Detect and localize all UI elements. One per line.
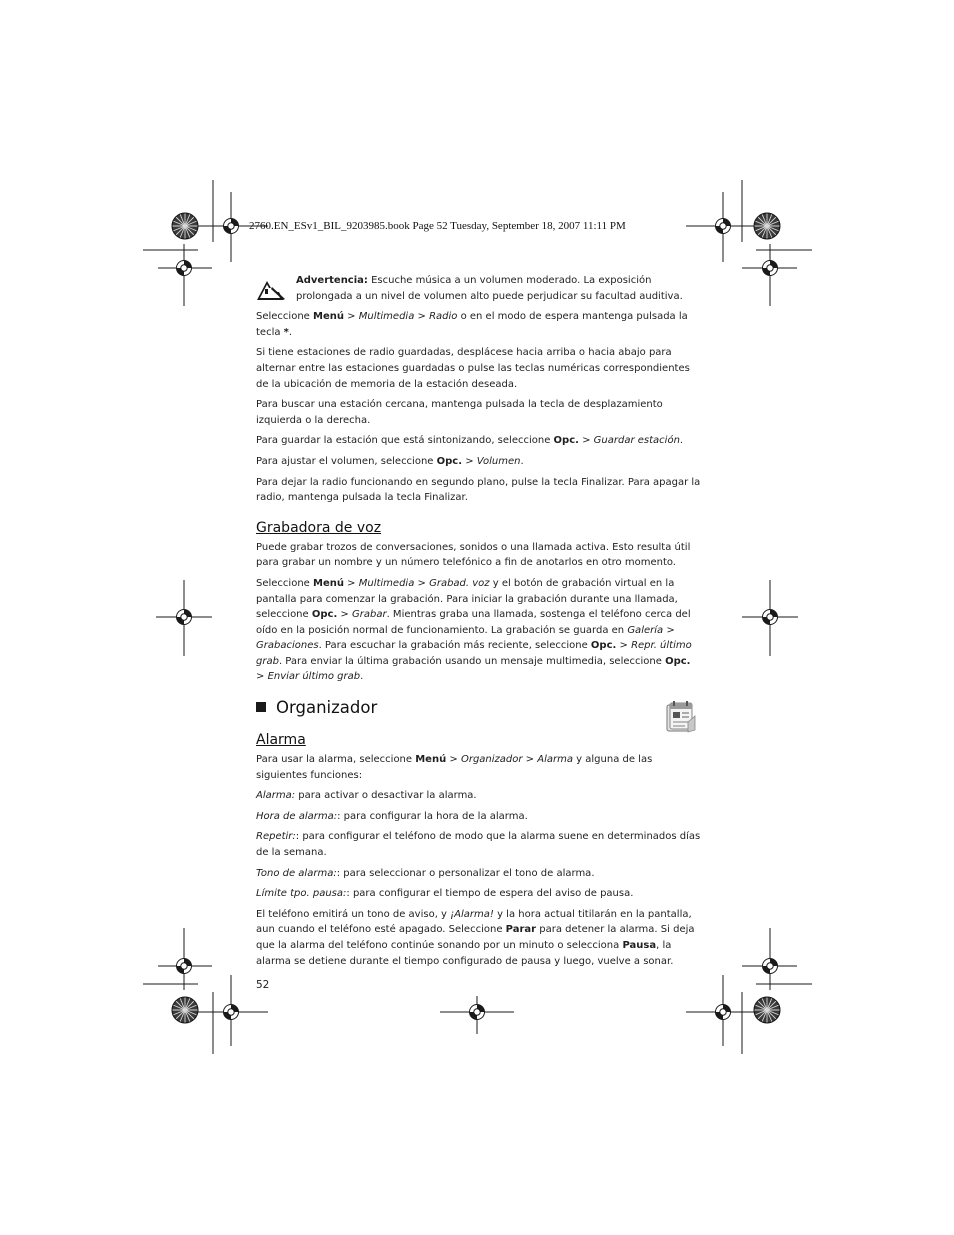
registration-mark-left-lower bbox=[177, 959, 192, 974]
warning-triangle-icon bbox=[256, 279, 286, 301]
starburst-target-bottom-left bbox=[172, 997, 198, 1023]
radio-paragraph-4: Para guardar la estación que está sintonizando, seleccione Opc. > Guardar estación. bbox=[256, 435, 684, 447]
registration-mark-bottom-center bbox=[470, 1005, 485, 1020]
page-number: 52 bbox=[256, 979, 270, 992]
alarm-paragraph-final: El teléfono emitirá un tono de aviso, y ¡Alarma! y la hora actual titilarán en la pantalla, aun cuando el teléfono esté apagado. Seleccione Parar para detener la alarma. Si deja que la alarma del teléfono continúe sonando por un minuto o selecciona Pausa, la alarma se detiene durante el tiempo configurado de pausa y luego, vuelve a sonar. bbox=[256, 908, 695, 967]
section-heading-organizer: Organizador bbox=[256, 698, 701, 718]
warning-text: Escuche música a un volumen moderado. La exposición prolongada a un nivel de volumen alto puede perjudicar su facultad auditiva. bbox=[296, 275, 683, 302]
radio-paragraph-2: Si tiene estaciones de radio guardadas, desplácese hacia arriba o hacia abajo para alternar entre las estaciones guardadas o pulse las teclas numéricas correspondientes de la ubicación de memoria de la estación deseada. bbox=[256, 347, 690, 390]
section-heading-alarm: Alarma bbox=[256, 732, 306, 749]
registration-mark-right-upper bbox=[763, 261, 778, 276]
registration-mark-left-middle bbox=[177, 610, 192, 625]
page-content bbox=[256, 273, 701, 994]
radio-paragraph-5: Para ajustar el volumen, seleccione Opc. > Volumen. bbox=[256, 455, 524, 467]
registration-mark-left-upper bbox=[177, 261, 192, 276]
radio-paragraph-6: Para dejar la radio funcionando en segundo plano, pulse la tecla Finalizar. Para apagar la radio, mantenga pulsada la tecla Finalizar. bbox=[256, 476, 701, 504]
radio-paragraph-3: Para buscar una estación cercana, mantenga pulsada la tecla de desplazamiento izquierda o la derecha. bbox=[256, 399, 663, 426]
starburst-target-top-left bbox=[172, 213, 198, 239]
recorder-paragraph-1: Puede grabar trozos de conversaciones, sonidos o una llamada activa. Esto resulta útil para grabar un nombre y un número telefónico a fin de anotarlos en otro momento. bbox=[256, 541, 691, 569]
bullet-square-icon bbox=[256, 702, 266, 712]
warning-note bbox=[256, 273, 701, 304]
starburst-target-bottom-right bbox=[754, 997, 780, 1023]
alarm-option-1: Alarma: para activar o desactivar la alarma. bbox=[256, 790, 477, 802]
radio-paragraph-1: Seleccione Menú > Multimedia > Radio o en el modo de espera mantenga pulsada la tecla *. bbox=[256, 311, 688, 338]
registration-mark-bottom-right bbox=[716, 1005, 731, 1020]
alarm-option-2: Hora de alarma:: para configurar la hora de la alarma. bbox=[256, 810, 528, 822]
alarm-option-3: Repetir:: para configurar el teléfono de modo que la alarma suene en determinados días de la semana. bbox=[256, 831, 701, 859]
alarm-paragraph-1: Para usar la alarma, seleccione Menú > Organizador > Alarma y alguna de las siguientes funciones: bbox=[256, 754, 653, 781]
section-heading-voice-recorder: Grabadora de voz bbox=[256, 519, 382, 536]
recorder-paragraph-2: Seleccione Menú > Multimedia > Grabad. voz y el botón de grabación virtual en la pantalla para comenzar la grabación. Para iniciar la grabación durante una llamada, seleccione Opc. > Grabar. Mientras graba una llamada, sostenga el teléfono cerca del oído en la posición normal de funcionamiento. La grabación se guarda en Galería > Grabaciones. Para escuchar la grabación más reciente, seleccione Opc. > Repr. último grab. Para enviar la última grabación usando un mensaje multimedia, seleccione Opc. > Enviar último grab. bbox=[256, 577, 692, 683]
registration-mark-bottom-left bbox=[224, 1005, 239, 1020]
organizer-section bbox=[256, 698, 701, 783]
warning-label: Advertencia: bbox=[296, 275, 368, 286]
starburst-target-top-right bbox=[754, 213, 780, 239]
alarm-option-4: Tono de alarma:: para seleccionar o personalizar el tono de alarma. bbox=[256, 867, 595, 879]
registration-mark-top-left bbox=[224, 219, 239, 234]
calendar-icon bbox=[664, 700, 696, 734]
registration-mark-right-lower bbox=[763, 959, 778, 974]
registration-mark-right-middle bbox=[763, 610, 778, 625]
running-head: 2760.EN_ESv1_BIL_9203985.book Page 52 Tuesday, September 18, 2007 11:11 PM bbox=[249, 220, 626, 232]
alarm-option-5: Límite tpo. pausa:: para configurar el tiempo de espera del aviso de pausa. bbox=[256, 888, 634, 900]
